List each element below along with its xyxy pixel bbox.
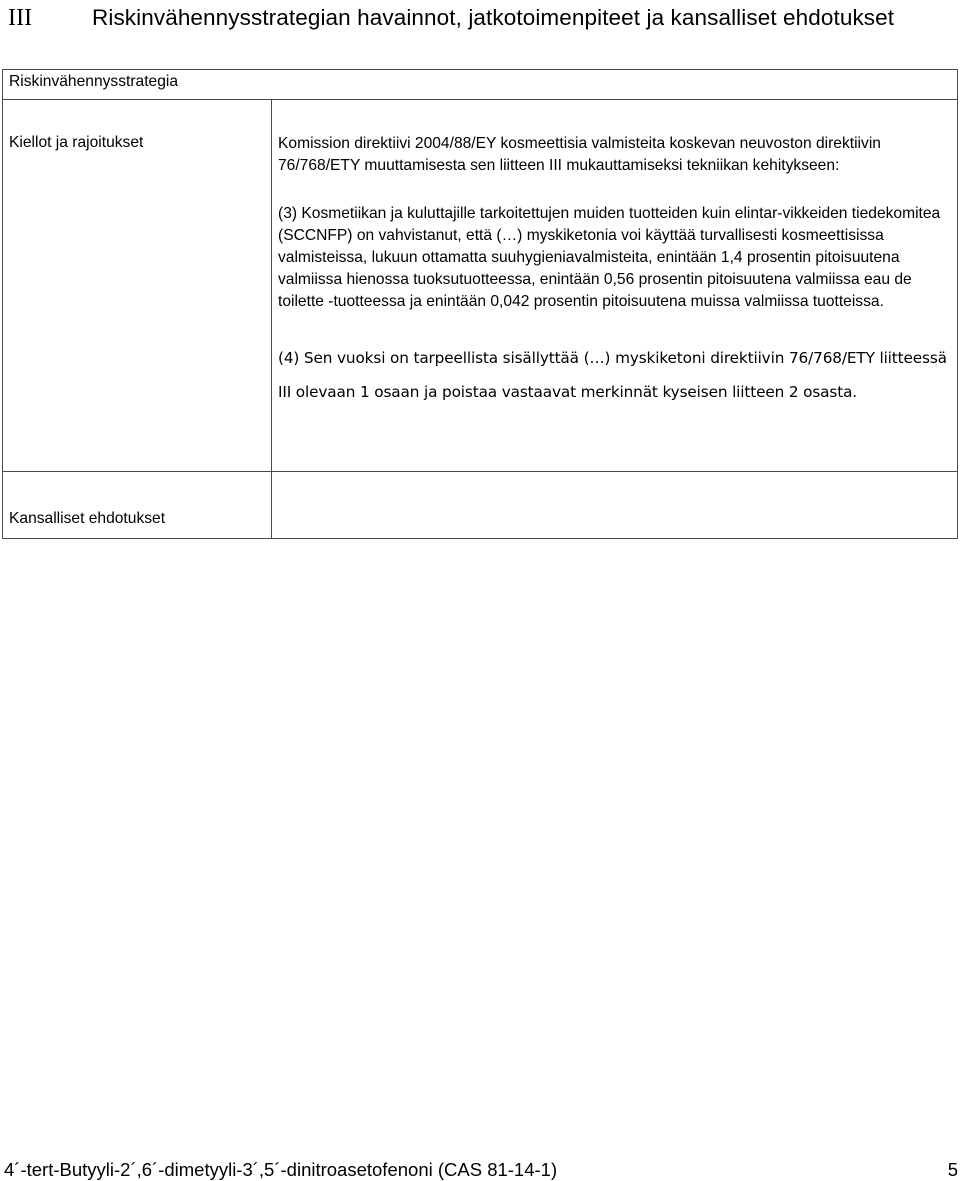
national-label: Kansalliset ehdotukset — [9, 510, 166, 527]
table-header-cell — [3, 70, 958, 100]
bans-row — [3, 100, 958, 472]
risk-reduction-table — [2, 69, 958, 539]
header-label: Riskinvähennysstrategia — [9, 73, 179, 90]
recital-3: (3) Kosmetiikan ja kuluttajille tarkoitettujen muiden tuotteiden kuin elintar-vikkeiden tiedekomitea (SCCNFP) on vahvistanut, että (…) myskiketonia voi käyttää turvallisesti kosmeettisissa valmisteissa, lukuun ottamatta suuhygieniavalmisteita, enintään 1,4 prosentin pitoisuutena valmiissa hienossa tuoksutuotteessa, enintään 0,56 prosentin pitoisuutena valmiissa eau de toilette -tuotteessa ja enintään 0,042 prosentin pitoisuutena muissa valmiissa tuotteissa. — [278, 205, 941, 310]
section-heading — [8, 3, 953, 33]
national-label-cell — [3, 472, 272, 539]
bans-label-cell — [3, 100, 272, 472]
national-content-cell — [272, 472, 958, 539]
footer-substance: 4´-tert-Butyyli-2´,6´-dimetyyli-3´,5´-dinitroasetofenoni (CAS 81-14-1) — [4, 1159, 558, 1180]
footer-page-number: 5 — [947, 1159, 958, 1180]
section-number: III — [8, 5, 33, 31]
bans-label: Kiellot ja rajoitukset — [9, 134, 144, 151]
bans-content-cell — [272, 100, 958, 472]
recital-4: (4) Sen vuoksi on tarpeellista sisällyttää (…) myskiketoni direktiivin 76/768/ETY liitteessä III olevaan 1 osaan ja poistaa vastaavat merkinnät kyseisen liitteen 2 osasta. — [278, 349, 947, 401]
directive-intro: Komission direktiivi 2004/88/EY kosmeettisia valmisteita koskevan neuvoston direktiivin 76/768/ETY muuttamisesta sen liitteen III mukauttamiseksi tekniikan kehitykseen: — [278, 135, 881, 174]
table-header-row — [3, 70, 958, 100]
section-title: Riskinvähennysstrategian havainnot, jatkotoimenpiteet ja kansalliset ehdotukset — [92, 5, 895, 30]
national-proposals-row — [3, 472, 958, 539]
